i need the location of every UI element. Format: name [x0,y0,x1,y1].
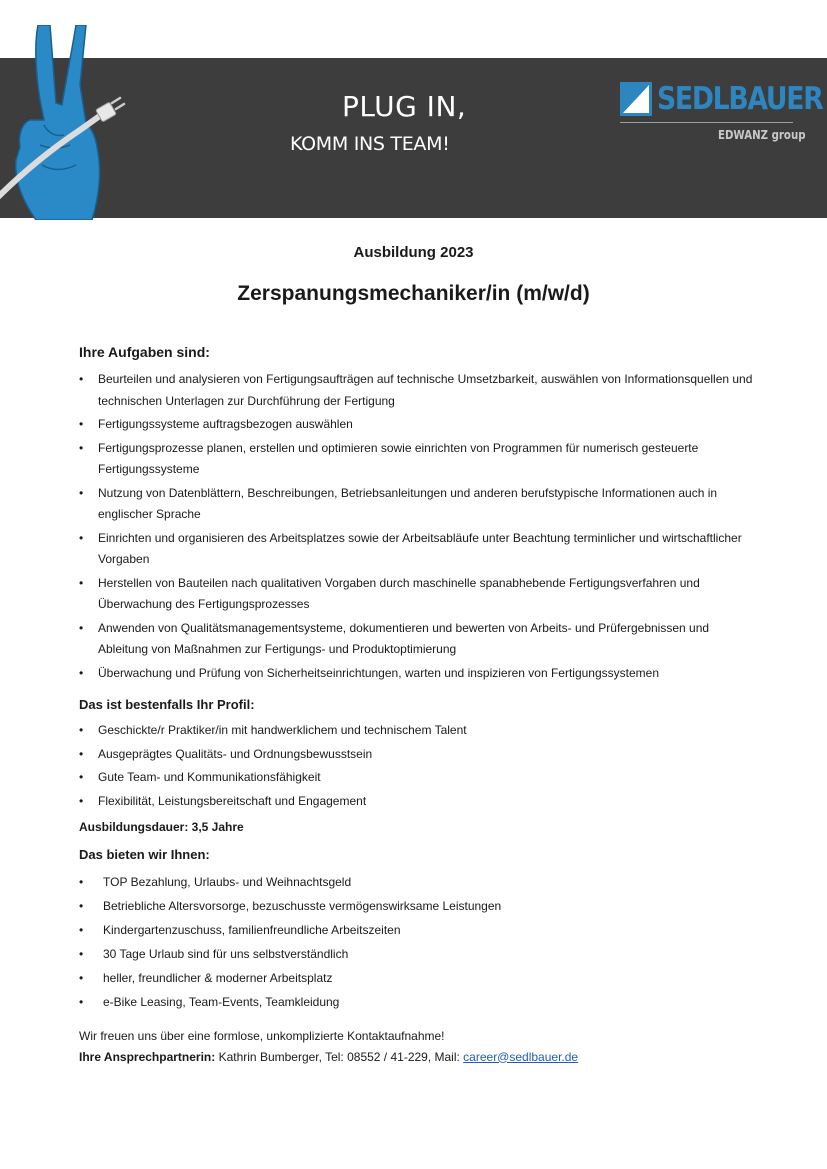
list-item: • Einrichten und organisieren des Arbeitsplatzes sowie der Arbeitsabläufe unter Beachtung terminlicher und wirtschaftlicher Vorgaben [79,528,759,571]
document-body [79,343,759,1068]
list-item: • Betriebliche Altersvorsorge, bezuschusste vermögenswirksame Leistungen [79,896,759,918]
offers-list [79,872,759,1014]
list-item: • Beurteilen und analysieren von Fertigungsaufträgen auf technische Umsetzbarkeit, auswählen von Informationsquellen und technischen Unterlagen zur Durchführung der Fertigung [79,369,759,412]
headline [290,90,530,157]
contact-line [79,1047,759,1068]
list-item: • e-Bike Leasing, Team-Events, Teamkleidung [79,992,759,1014]
profile-list [79,720,759,812]
logo-group: EDWANZ group [718,128,806,142]
list-item: • 30 Tage Urlaub sind für uns selbstverständlich [79,944,759,966]
contact-details: Kathrin Bumberger, Tel: 08552 / 41-229, Mail: [215,1049,464,1064]
logo-mark-icon [620,82,652,116]
headline-line1: PLUG IN, [342,90,467,123]
list-item: • Nutzung von Datenblättern, Beschreibungen, Betriebsanleitungen und anderen berufstypische Informationen auch in englischer Sprache [79,483,759,526]
tasks-heading: Ihre Aufgaben sind: [79,344,210,360]
logo-name: SEDLBAUER [657,81,823,117]
list-item: • Gute Team- und Kommunikationsfähigkeit [79,767,759,789]
headline-line2: KOMM INS TEAM! [290,133,450,155]
profile-heading: Das ist bestenfalls Ihr Profil: [79,697,255,712]
training-duration: Ausbildungsdauer: 3,5 Jahre [79,820,244,834]
closing-text: Wir freuen uns über eine formlose, unkomplizierte Kontaktaufnahme! [79,1028,445,1043]
list-item: • Fertigungsprozesse planen, erstellen und optimieren sowie einrichten von Programmen für numerisch gesteuerte Fertigungssysteme [79,438,759,481]
list-item: • Kindergartenzuschuss, familienfreundliche Arbeitszeiten [79,920,759,942]
list-item: • Flexibilität, Leistungsbereitschaft und Engagement [79,791,759,813]
list-item: • heller, freundlicher & moderner Arbeitsplatz [79,968,759,990]
company-logo [620,80,823,150]
list-item: • Anwenden von Qualitätsmanagementsysteme, dokumentieren und bewerten von Arbeits- und Prüfergebnissen und Ableitung von Maßnahmen zur Fertigungs- und Produktoptimierung [79,618,759,661]
list-item: • Herstellen von Bauteilen nach qualitativen Vorgaben durch maschinelle spanabhebende Fertigungsverfahren und Überwachung des Fertigungsprozesses [79,573,759,616]
page-title: Zerspanungsmechaniker/in (m/w/d) [237,282,590,305]
tasks-list [79,369,759,684]
list-item: • TOP Bezahlung, Urlaubs- und Weihnachtsgeld [79,872,759,894]
contact-label: Ihre Ansprechpartnerin: [79,1049,216,1064]
list-item: • Fertigungssysteme auftragsbezogen auswählen [79,414,759,436]
logo-divider [620,122,793,123]
email-link[interactable]: career@sedlbauer.de [463,1049,579,1064]
peace-hand-plug-icon [0,25,130,220]
list-item: • Geschickte/r Praktiker/in mit handwerklichem und technischem Talent [79,720,759,742]
subtitle: Ausbildung 2023 [353,244,474,261]
list-item: • Überwachung und Prüfung von Sicherheitseinrichtungen, warten und inspizieren von Fertigungssystemen [79,663,759,685]
list-item: • Ausgeprägtes Qualitäts- und Ordnungsbewusstsein [79,744,759,766]
offers-heading: Das bieten wir Ihnen: [79,847,210,862]
